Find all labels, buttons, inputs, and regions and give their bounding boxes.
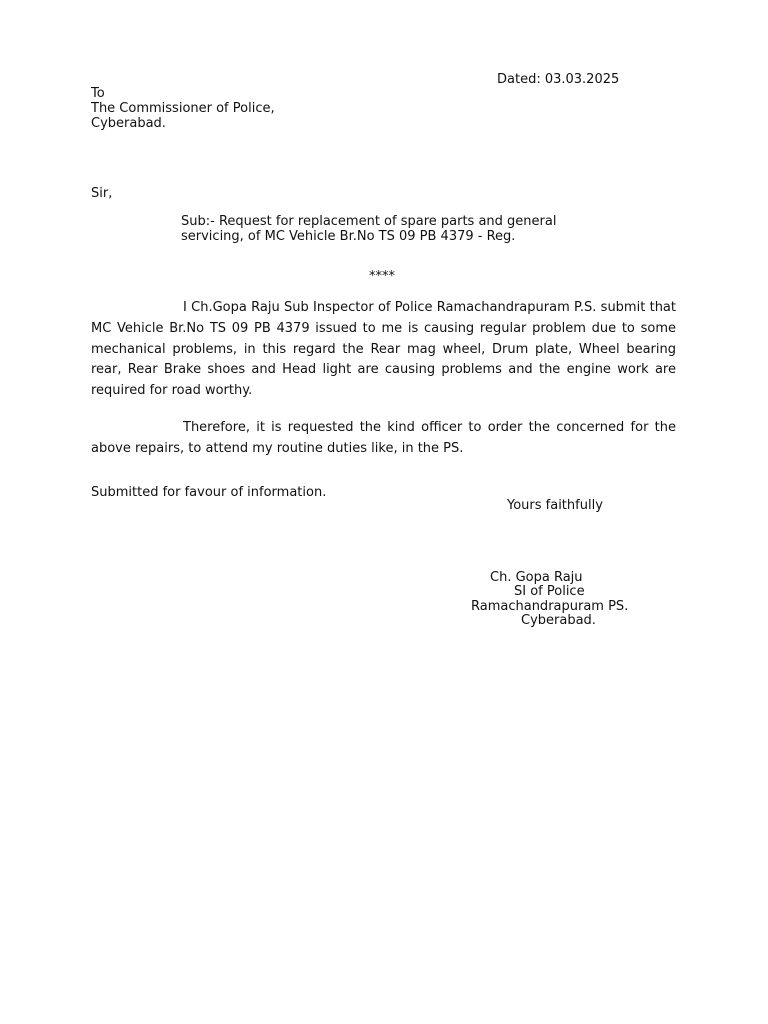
subject-line-2: servicing, of MC Vehicle Br.No TS 09 PB 4379 - Reg. <box>181 229 516 244</box>
signature-name: Ch. Gopa Raju <box>490 570 583 585</box>
recipient-to: To <box>91 86 105 101</box>
body-paragraph-2 <box>91 418 676 460</box>
closing-statement: Submitted for favour of information. <box>91 485 327 500</box>
recipient-line-2: Cyberabad. <box>91 116 166 131</box>
body-paragraph-1-text: I Ch.Gopa Raju Sub Inspector of Police Ramachandrapuram P.S. submit that MC Vehicle Br.No TS 09 PB 4379 issued to me is causing regular problem due to some mechanical problems, in this regard the Rear mag wheel, Drum plate, Wheel bearing rear, Rear Brake shoes and Head light are causing problems and the engine work are required for road worthy. <box>91 300 676 398</box>
signature-city: Cyberabad. <box>521 613 596 628</box>
body-paragraph-1 <box>91 298 676 402</box>
valediction: Yours faithfully <box>507 498 603 513</box>
letter-date: Dated: 03.03.2025 <box>497 72 620 87</box>
signature-station: Ramachandrapuram PS. <box>471 599 629 614</box>
body-paragraph-2-text: Therefore, it is requested the kind officer to order the concerned for the above repairs, to attend my routine duties like, in the PS. <box>91 420 676 456</box>
salutation: Sir, <box>91 186 113 201</box>
separator: **** <box>369 269 395 284</box>
signature-designation: SI of Police <box>514 584 585 599</box>
subject-line-1: Sub:- Request for replacement of spare parts and general <box>181 214 557 229</box>
recipient-line-1: The Commissioner of Police, <box>91 101 275 116</box>
